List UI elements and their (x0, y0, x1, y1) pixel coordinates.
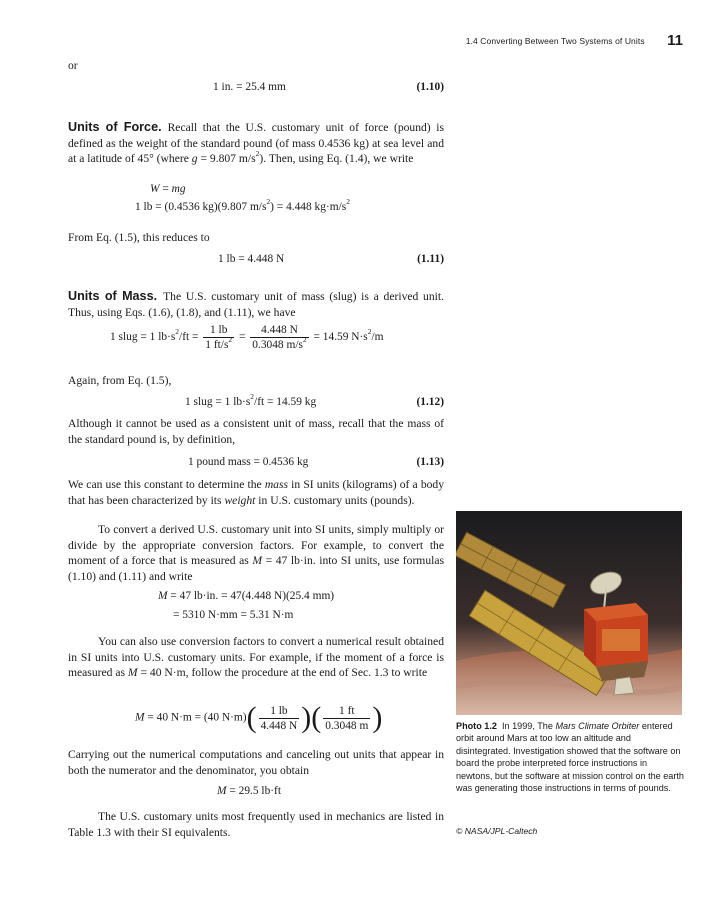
photo-label: Photo 1.2 (456, 721, 497, 731)
equation-slug-derivation: 1 slug = 1 $lb\cdot s^2/ft$ = $\frac{1 lb}{1 ft/s^2}$ = $\frac{4.448 N}{0.3048 m/s^2}$ = 14.59 $N\cdot s^2/m$ (110, 324, 384, 351)
equation-number-1-11: (1.11) (417, 253, 444, 265)
intro-word: or (68, 59, 78, 72)
equation-result: M = 29.5 lb·ft (217, 785, 282, 797)
equation-moment-conversion: M = 40 N·m = (40 N·m)( $\frac{1 lb}{4.448 N}$ )( $\frac{1 ft}{0.3048 m}$ ) (135, 701, 383, 734)
equation-number-1-13: (1.13) (416, 456, 444, 468)
running-header (466, 32, 683, 50)
fraction-n-over-ms2: $\frac{4.448 N}{0.3048 m/s^2}$ (252, 324, 307, 351)
photo-credit: © NASA/JPL-Caltech (456, 826, 538, 836)
fraction-lb-over-fts2: $\frac{1 lb}{1 ft/s^2}$ (205, 324, 233, 351)
final-paragraph: The U.S. customary units most frequently used in mechanics are listed in Table 1.3 with their SI equivalents. (68, 810, 444, 839)
equation-1-10: 1 in. = 25.4 mm (213, 81, 286, 93)
running-head-title: 1.4 Converting Between Two Systems of Units (465, 35, 645, 46)
equation-moment-line2: = 5310 N·mm = 5.31 N·m (173, 609, 294, 621)
although-paragraph: Although it cannot be used as a consistent unit of mass, recall that the mass of the standard pound is, by definition, (68, 417, 444, 446)
equation-1-13: 1 pound mass = 0.4536 kg (188, 456, 309, 468)
page-number: 11 (667, 32, 683, 50)
section-heading-mass: Units of Mass. (68, 289, 158, 303)
photo-caption: Photo 1.2 In 1999, The Mars Climate Orbiter entered orbit around Mars at too low an altitude and disintegrated. Investigation showed that the software on board the probe interpreted force instructions in newtons, but the software at mission control on the earth was generating those instructions in terms of pounds. (456, 721, 684, 794)
fraction-ft-over-m: $\frac{1 ft}{0.3048 m}$ (325, 704, 369, 732)
carrying-out-paragraph: Carrying out the numerical computations and canceling out units that appear in both the numerator and the denominator, you obtain (68, 748, 444, 777)
convert-paragraph: To convert a derived U.S. customary unit into SI units, simply multiply or divide by the appropriate conversion factors. For example, to convert the moment of a force that is measured as M = 47 lb·in. into SI units, use formulas (1.10) and (1.11) and write (68, 523, 444, 583)
fraction-lb-over-n: $\frac{1 lb}{4.448 N}$ (260, 704, 298, 732)
units-of-mass-paragraph: Units of Mass. The U.S. customary unit of mass (slug) is a derived unit. Thus, using Eqs. (1.6), (1.8), and (1.11), we have (68, 289, 444, 319)
equation-1-11: 1 lb = 4.448 N (218, 253, 285, 265)
reduce-text: From Eq. (1.5), this reduces to (68, 231, 210, 244)
units-of-force-paragraph: Units of Force. Recall that the U.S. customary unit of force (pound) is defined as the weight of the standard pound (of mass 0.4536 kg) at sea level and at a latitude of 45° (where g = 9.807 $m/s^2$). Then, using Eq. (1.4), we write (68, 120, 444, 166)
equation-1-12: 1 slug = 1 $lb\cdot s^2/ft = 14.59$ kg (185, 392, 317, 408)
again-text: Again, from Eq. (1.5), (68, 374, 172, 387)
equation-number-1-12: (1.12) (416, 396, 444, 408)
equation-lb-conversion: 1 lb = (0.4536 kg)(9.807 $m/s^2) = 4.448$ $kg\cdot m/s^2$ (135, 197, 350, 213)
equation-weight: W = mg (150, 183, 186, 195)
mars-climate-orbiter-photo (456, 511, 682, 715)
section-heading-force: Units of Force. (68, 120, 162, 134)
equation-moment-line1: M = 47 lb·in. = 47(4.448 N)(25.4 mm) (158, 590, 335, 602)
equation-number-1-10: (1.10) (416, 81, 444, 93)
we-can-use-paragraph: We can use this constant to determine the mass in SI units (kilograms) of a body that has been characterized by its weight in U.S. customary units (pounds). (68, 478, 445, 507)
you-can-also-paragraph: You can also use conversion factors to convert a numerical result obtained in SI units into U.S. customary units. For example, if the moment of a force is measured as M = 40 N·m, follow the procedure at the end of Sec. 1.3 to write (68, 635, 444, 680)
